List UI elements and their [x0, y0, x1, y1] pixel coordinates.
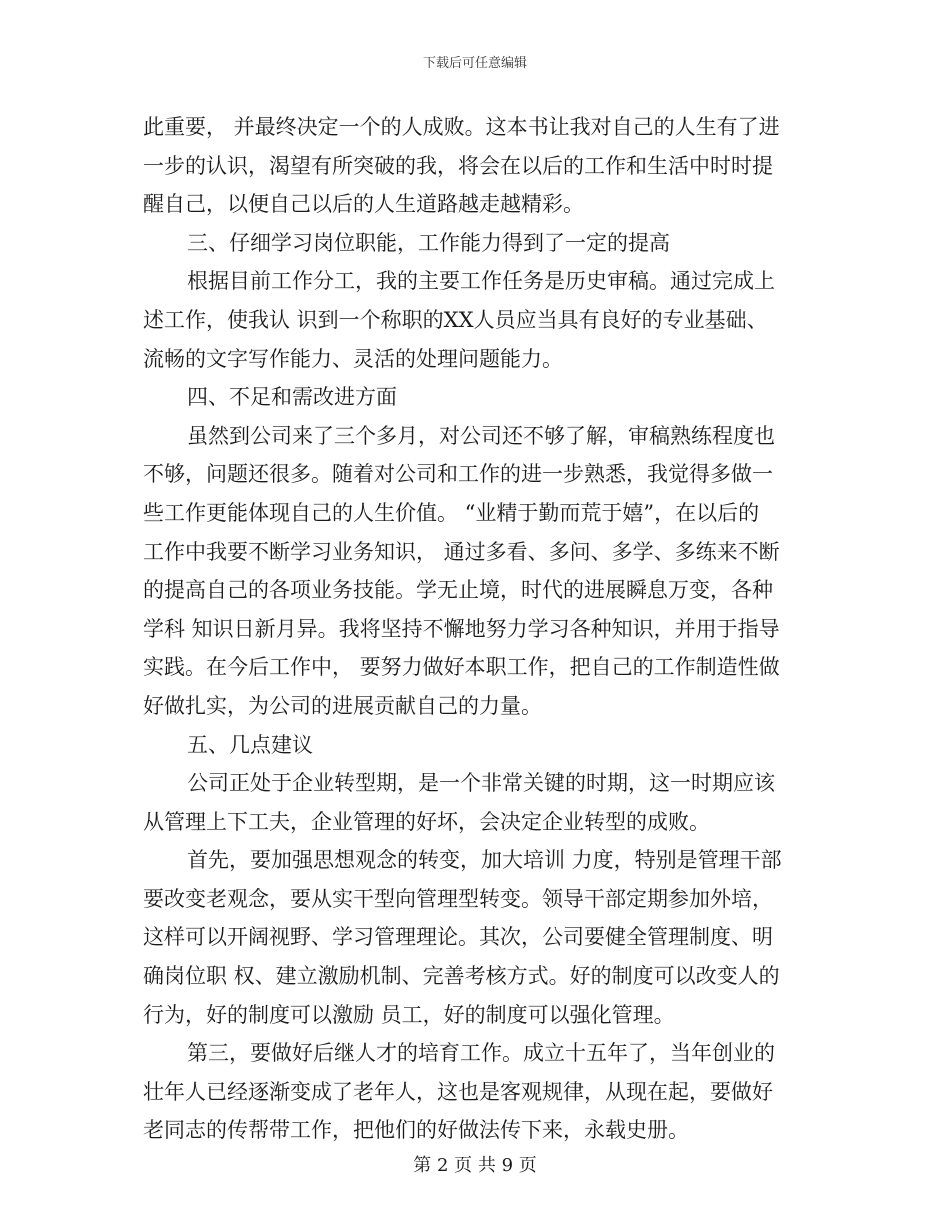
text-line: 公司正处于企业转型期，是一个非常关键的时期，这一时期应该: [187, 771, 775, 796]
text-line: 的提高自己的各项业务技能。学无止境，时代的进展瞬息万变，各种: [143, 578, 773, 603]
text-line: 行为，好的制度可以激励 员工，好的制度可以强化管理。: [143, 1002, 675, 1027]
text-line: 虽然到公司来了三个多月，对公司还不够了解，审稿熟练程度也: [187, 423, 775, 448]
document-body: [143, 108, 808, 1150]
text-line: 一步的认识，渴望有所突破的我，将会在以后的工作和生活中时时提: [143, 153, 773, 178]
text-line: 学科 知识日新月异。我将坚持不懈地努力学习各种知识，并用于指导: [143, 616, 780, 641]
text-line: 三、仔细学习岗位职能，工作能力得到了一定的提高: [187, 230, 670, 255]
text-line: 述工作，使我认 识到一个称职的XX人员应当具有良好的专业基础、: [143, 307, 768, 332]
page-number-footer: 第 2 页 共 9 页: [413, 1155, 537, 1176]
text-line: 这样可以开阔视野、学习管理理论。其次，公司要健全管理制度、明: [143, 925, 773, 950]
text-line: 实践。在今后工作中， 要努力做好本职工作，把自己的工作制造性做: [143, 655, 780, 680]
text-line: 四、不足和需改进方面: [187, 385, 397, 410]
text-line: 首先，要加强思想观念的转变，加大培训 力度，特别是管理干部: [187, 848, 782, 873]
page-header: 下载后可任意编辑: [422, 56, 527, 71]
text-line: 要改变老观念，要从实干型向管理型转变。领导干部定期参加外培，: [143, 886, 773, 911]
text-line: 好做扎实，为公司的进展贡献自己的力量。: [143, 693, 542, 718]
text-line: 第三，要做好后继人才的培育工作。成立十五年了，当年创业的: [187, 1041, 775, 1066]
text-line: 从管理上下工夫，企业管理的好坏，会决定企业转型的成败。: [143, 809, 710, 834]
text-line: 此重要， 并最终决定一个的人成败。这本书让我对自己的人生有了进: [143, 115, 780, 139]
text-line: 老同志的传帮带工作，把他们的好做法传下来，永载史册。: [143, 1118, 689, 1143]
text-line: 壮年人已经逐渐变成了老年人，这也是客观规律，从现在起，要做好: [143, 1079, 773, 1104]
text-line: 根据目前工作分工，我的主要工作任务是历史审稿。通过完成上: [187, 269, 775, 294]
text-line: 确岗位职 权、建立激励机制、完善考核方式。好的制度可以改变人的: [143, 964, 780, 989]
text-line: 些工作更能体现自己的人生价值。 “业精于勤而荒于嬉”，在以后的: [143, 500, 760, 525]
text-line: 不够，问题还很多。随着对公司和工作的进一步熟悉，我觉得多做一: [143, 462, 773, 487]
text-line: 流畅的文字写作能力、灵活的处理问题能力。: [143, 346, 563, 371]
text-line: 五、几点建议: [187, 732, 313, 757]
text-line: 工作中我要不断学习业务知识， 通过多看、多问、多学、多练来不断: [143, 539, 780, 564]
text-line: 醒自己，以便自己以后的人生道路越走越精彩。: [143, 192, 584, 217]
